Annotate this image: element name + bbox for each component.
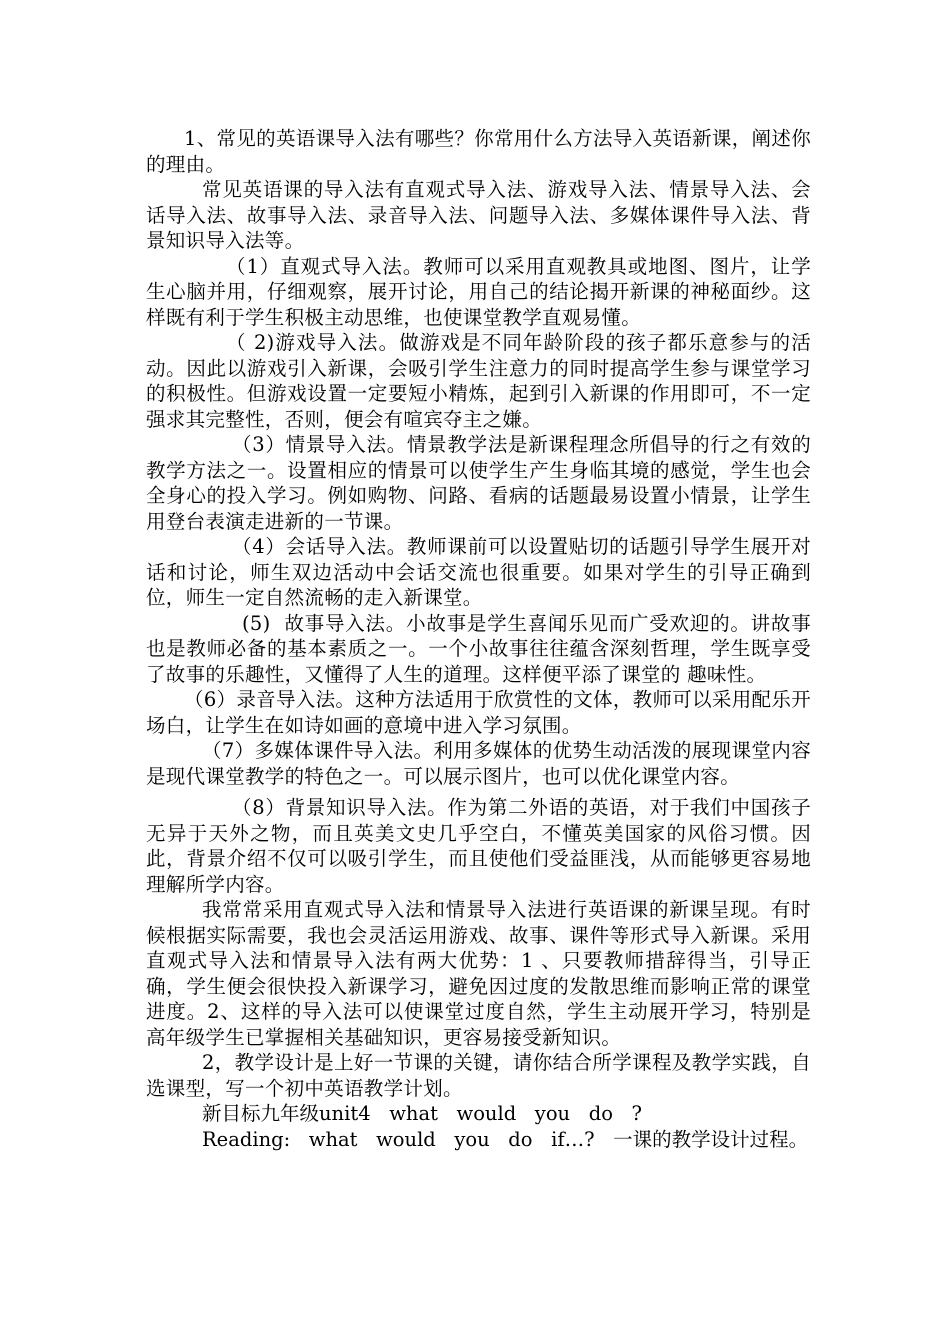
method-5-paragraph: (5) 故事导入法。小故事是学生喜闻乐见而广受欢迎的。讲故事也是教师必备的基本素质之一。一个小故事往往蕴含深刻哲理，学生既享受了故事的乐趣性，又懂得了人生的道理。这样便平添了课堂的 趣味性。 [146,611,811,686]
reason-paragraph: 我常常采用直观式导入法和情景导入法进行英语课的新课呈现。有时候根据实际需要，我也会灵活运用游戏、故事、课件等形式导入新课。采用直观式导入法和情景导入法有两大优势：1 、只要教师措辞得当，引导正确，学生便会很快投入新课学习，避免因过度的发散思维而影响正常的课堂进度。2、这样的导入法可以使课堂过度自然，学生主动展开学习，特别是高年级学生已掌握相关基础知识，更容易接受新知识。 [146,898,811,1049]
unit-title-line: 新目标九年级unit4 what would you do ? [202,1102,642,1125]
method-7-paragraph: （7）多媒体课件导入法。利用多媒体的优势生动活泼的展现课堂内容是现代课堂教学的特色之一。可以展示图片，也可以优化课堂内容。 [146,739,811,788]
method-2-paragraph: （ 2)游戏导入法。做游戏是不同年龄阶段的孩子都乐意参与的活动。因此以游戏引入新课，会吸引学生注意力的同时提高学生参与课堂学习的积极性。但游戏设置一定要短小精炼，起到引入新课的作用即可，不一定强求其完整性，否则，便会有喧宾夺主之嫌。 [146,331,811,431]
overview-paragraph: 常见英语课的导入法有直观式导入法、游戏导入法、情景导入法、会话导入法、故事导入法、录音导入法、问题导入法、多媒体课件导入法、背景知识导入法等。 [146,178,811,252]
reading-title-line: Reading: what would you do if…? 一课的教学设计过程。 [202,1127,809,1151]
method-1-paragraph: （1）直观式导入法。教师可以采用直观教具或地图、图片，让学生心脑并用，仔细观察，展开讨论，用自己的结论揭开新课的神秘面纱。这样既有利于学生积极主动思维，也使课堂教学直观易懂。 [146,254,811,329]
document-body [146,126,811,1152]
question-2: 2，教学设计是上好一节课的关键，请你结合所学课程及教学实践，自选课型，写一个初中英语教学计划。 [146,1051,811,1100]
method-6-paragraph: （6）录音导入法。这种方法适用于欣赏性的文体，教师可以采用配乐开场白，让学生在如诗如画的意境中进入学习氛围。 [146,688,811,737]
method-4-paragraph: （4）会话导入法。教师课前可以设置贴切的话题引导学生展开对话和讨论，师生双边活动中会话交流也很重要。如果对学生的引导正确到位，师生一定自然流畅的走入新课堂。 [146,535,811,609]
method-3-paragraph: （3）情景导入法。情景教学法是新课程理念所倡导的行之有效的教学方法之一。设置相应的情景可以使学生产生身临其境的感觉，学生也会全身心的投入学习。例如购物、问路、看病的话题最易设置小情景，让学生用登台表演走进新的一节课。 [146,433,811,533]
method-8-paragraph: （8）背景知识导入法。作为第二外语的英语，对于我们中国孩子无异于天外之物，而且英美文史几乎空白，不懂英美国家的风俗习惯。因此，背景介绍不仅可以吸引学生，而且使他们受益匪浅，从而能够更容易地理解所学内容。 [146,796,811,896]
question-1: 1、常见的英语课导入法有哪些？你常用什么方法导入英语新课，阐述你的理由。 [146,127,811,176]
